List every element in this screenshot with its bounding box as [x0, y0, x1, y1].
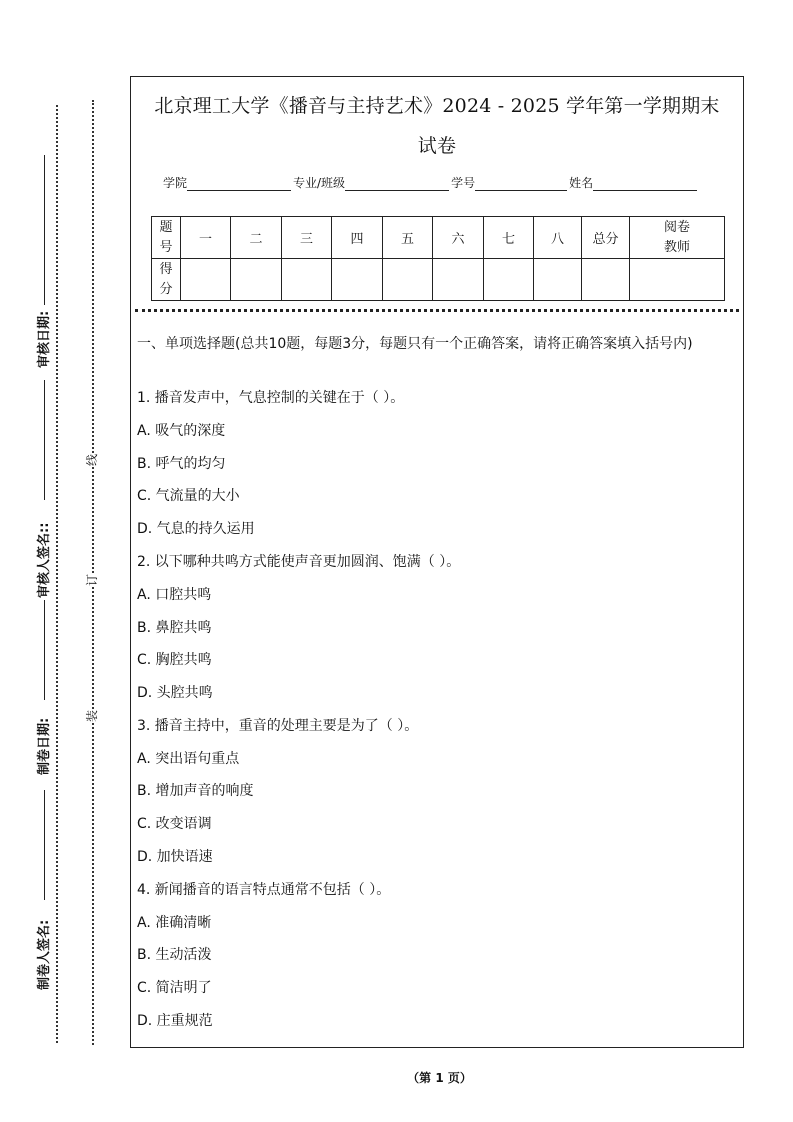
score-label: 得 分: [152, 259, 181, 301]
reviewer-sign-line[interactable]: [44, 380, 45, 500]
question-option: B. 生动活泼: [137, 947, 212, 963]
col-6: 六: [433, 217, 484, 259]
question-option: A. 口腔共鸣: [137, 587, 212, 603]
score-cell-8[interactable]: [534, 259, 582, 301]
col-5: 五: [383, 217, 433, 259]
page-number: （第 1 页）: [407, 1071, 472, 1085]
score-row: [152, 259, 725, 301]
name-field[interactable]: [593, 178, 697, 191]
score-cell-5[interactable]: [383, 259, 433, 301]
question-option: A. 吸气的深度: [137, 423, 226, 439]
score-cell-2[interactable]: [231, 259, 282, 301]
question-option: D. 气息的持久运用: [137, 521, 255, 537]
col-2: 二: [231, 217, 282, 259]
question-option: A. 突出语句重点: [137, 751, 240, 767]
col-3: 三: [282, 217, 332, 259]
question-stem: 1. 播音发声中，气息控制的关键在于（ ）。: [137, 390, 405, 406]
college-label: 学院: [163, 176, 188, 190]
reviewer-date-line[interactable]: [44, 155, 45, 305]
major-class-label: 专业/班级: [293, 176, 346, 190]
question-option: C. 简洁明了: [137, 980, 212, 996]
question-option: B. 鼻腔共鸣: [137, 620, 212, 636]
exam-title: 北京理工大学《播音与主持艺术》2024 - 2025 学年第一学期期末: [154, 95, 720, 117]
question-option: D. 加快语速: [137, 849, 213, 865]
question-option: B. 增加声音的响度: [137, 783, 254, 799]
name-label: 姓名: [569, 176, 594, 190]
col-7: 七: [484, 217, 534, 259]
question-option: C. 气流量的大小: [137, 488, 240, 504]
question-option: B. 呼气的均匀: [137, 456, 226, 472]
student-info-row: [163, 174, 699, 191]
score-header-row: [152, 217, 725, 259]
question-option: D. 头腔共鸣: [137, 685, 213, 701]
left-dotted-line: [56, 105, 58, 1043]
reviewer-sign-label: 审核人签名::: [37, 522, 52, 598]
question-option: C. 改变语调: [137, 816, 212, 832]
student-id-label: 学号: [451, 176, 476, 190]
student-id-field[interactable]: [475, 178, 567, 191]
binding-dotted-line: [92, 100, 94, 1045]
col-8: 八: [534, 217, 582, 259]
col-total: 总分: [582, 217, 630, 259]
bind-xian-char: 线: [85, 453, 100, 467]
maker-date-label: 制卷日期:: [37, 717, 52, 775]
col-4: 四: [332, 217, 383, 259]
question-option: D. 庄重规范: [137, 1013, 213, 1029]
separator-dotted-line: [135, 309, 739, 312]
grader-label: 阅卷 教师: [630, 217, 725, 259]
bind-zhuang-char: 装: [85, 709, 100, 723]
grader-cell[interactable]: [630, 259, 725, 301]
reviewer-date-label: 审核日期:: [37, 310, 52, 368]
bind-ding-char: 订: [85, 573, 100, 587]
score-cell-total[interactable]: [582, 259, 630, 301]
question-option: A. 准确清晰: [137, 915, 212, 931]
question-option: C. 胸腔共鸣: [137, 652, 212, 668]
maker-sign-label: 制卷人签名:: [37, 919, 52, 990]
score-cell-4[interactable]: [332, 259, 383, 301]
score-cell-1[interactable]: [181, 259, 231, 301]
question-number-label: 题 号: [152, 217, 181, 259]
exam-title-continued: 试卷: [417, 135, 457, 157]
question-stem: 4. 新闻播音的语言特点通常不包括（ ）。: [137, 882, 391, 898]
score-cell-3[interactable]: [282, 259, 332, 301]
score-table: [151, 216, 725, 301]
col-1: 一: [181, 217, 231, 259]
exam-frame: [130, 76, 744, 1048]
maker-date-line[interactable]: [44, 600, 45, 700]
score-cell-7[interactable]: [484, 259, 534, 301]
section-instruction: 一、单项选择题(总共10题，每题3分，每题只有一个正确答案，请将正确答案填入括号内): [137, 336, 693, 352]
question-stem: 3. 播音主持中，重音的处理主要是为了（ ）。: [137, 718, 419, 734]
college-field[interactable]: [187, 178, 291, 191]
score-cell-6[interactable]: [433, 259, 484, 301]
major-class-field[interactable]: [345, 178, 449, 191]
question-stem: 2. 以下哪种共鸣方式能使声音更加圆润、饱满（ ）。: [137, 554, 461, 570]
maker-sign-line[interactable]: [44, 790, 45, 900]
